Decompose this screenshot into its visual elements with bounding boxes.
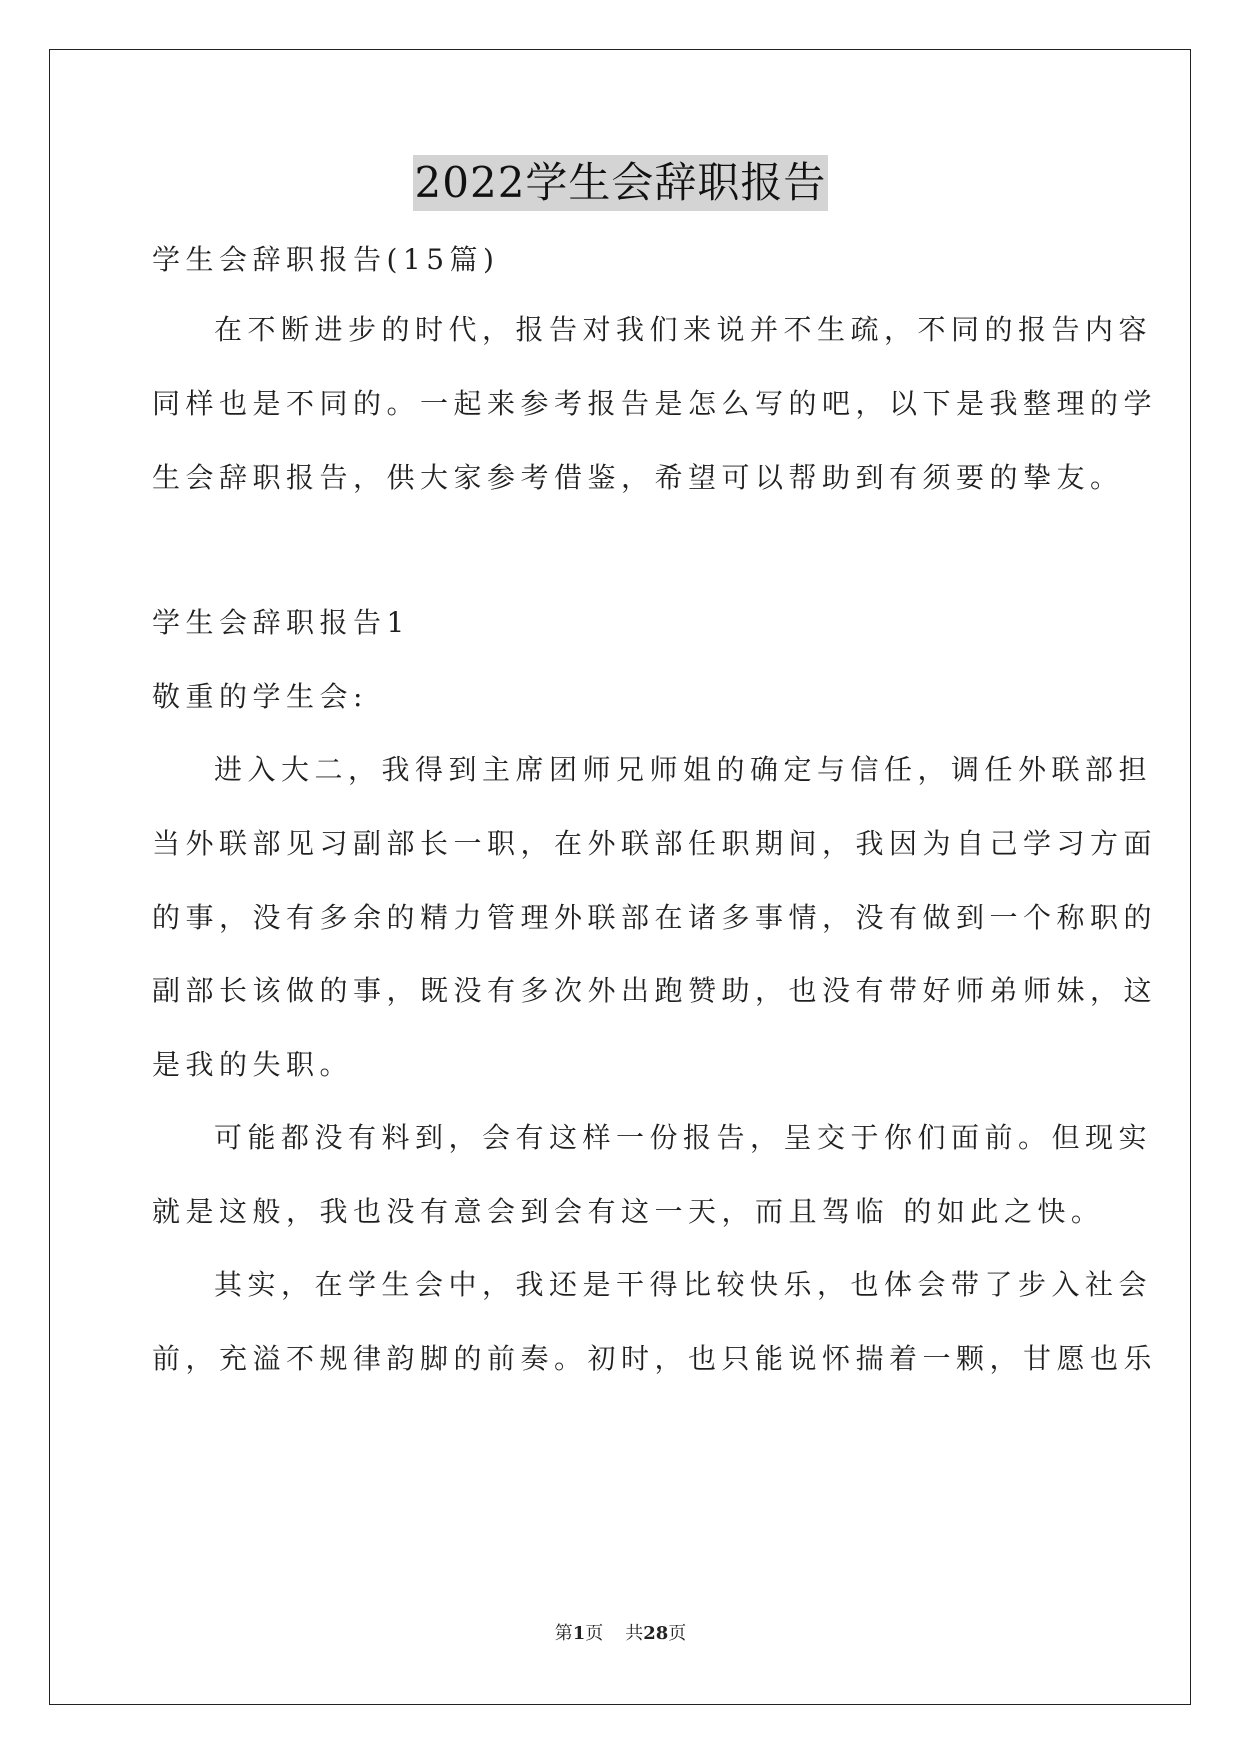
title-container	[0, 155, 1241, 211]
footer-total-suffix: 页	[668, 1623, 687, 1644]
footer-page-suffix: 页	[585, 1623, 604, 1644]
salutation: 敬重的学生会:	[152, 680, 368, 713]
para3-line-2: 前，充溢不规律韵脚的前奏。初时，也只能说怀揣着一颗，甘愿也乐	[152, 1342, 1158, 1375]
para1-line-3: 的事，没有多余的精力管理外联部在诸多事情，没有做到一个称职的	[152, 901, 1158, 934]
para1-line-2: 当外联部见习副部长一职，在外联部任职期间，我因为自己学习方面	[152, 827, 1158, 860]
para2-line-1: 可能都没有料到，会有这样一份报告，呈交于你们面前。但现实	[214, 1121, 1153, 1154]
footer-page-total: 28	[643, 1623, 669, 1644]
document-title: 2022学生会辞职报告	[413, 155, 829, 211]
intro-line-1: 在不断进步的时代，报告对我们来说并不生疏，不同的报告内容	[214, 313, 1153, 346]
intro-line-2: 同样也是不同的。一起来参考报告是怎么写的吧，以下是我整理的学	[152, 387, 1158, 420]
para1-line-1: 进入大二，我得到主席团师兄师姐的确定与信任，调任外联部担	[214, 753, 1153, 786]
para3-line-1: 其实，在学生会中，我还是干得比较快乐，也体会带了步入社会	[214, 1268, 1153, 1301]
para1-line-5: 是我的失职。	[152, 1048, 354, 1081]
para2-line-2: 就是这般，我也没有意会到会有这一天，而且驾临 的如此之快。	[152, 1195, 1105, 1228]
footer-page-prefix: 第	[554, 1623, 573, 1644]
section-heading: 学生会辞职报告1	[152, 606, 410, 639]
intro-line-3: 生会辞职报告，供大家参考借鉴，希望可以帮助到有须要的挚友。	[152, 461, 1124, 494]
para1-line-4: 副部长该做的事，既没有多次外出跑赞助，也没有带好师弟师妹，这	[152, 974, 1158, 1007]
subtitle: 学生会辞职报告(15篇)	[152, 243, 500, 276]
footer-total-prefix: 共	[625, 1623, 644, 1644]
page-footer	[0, 1622, 1241, 1646]
footer-page-current: 1	[572, 1623, 586, 1644]
page-border	[49, 49, 1191, 1705]
